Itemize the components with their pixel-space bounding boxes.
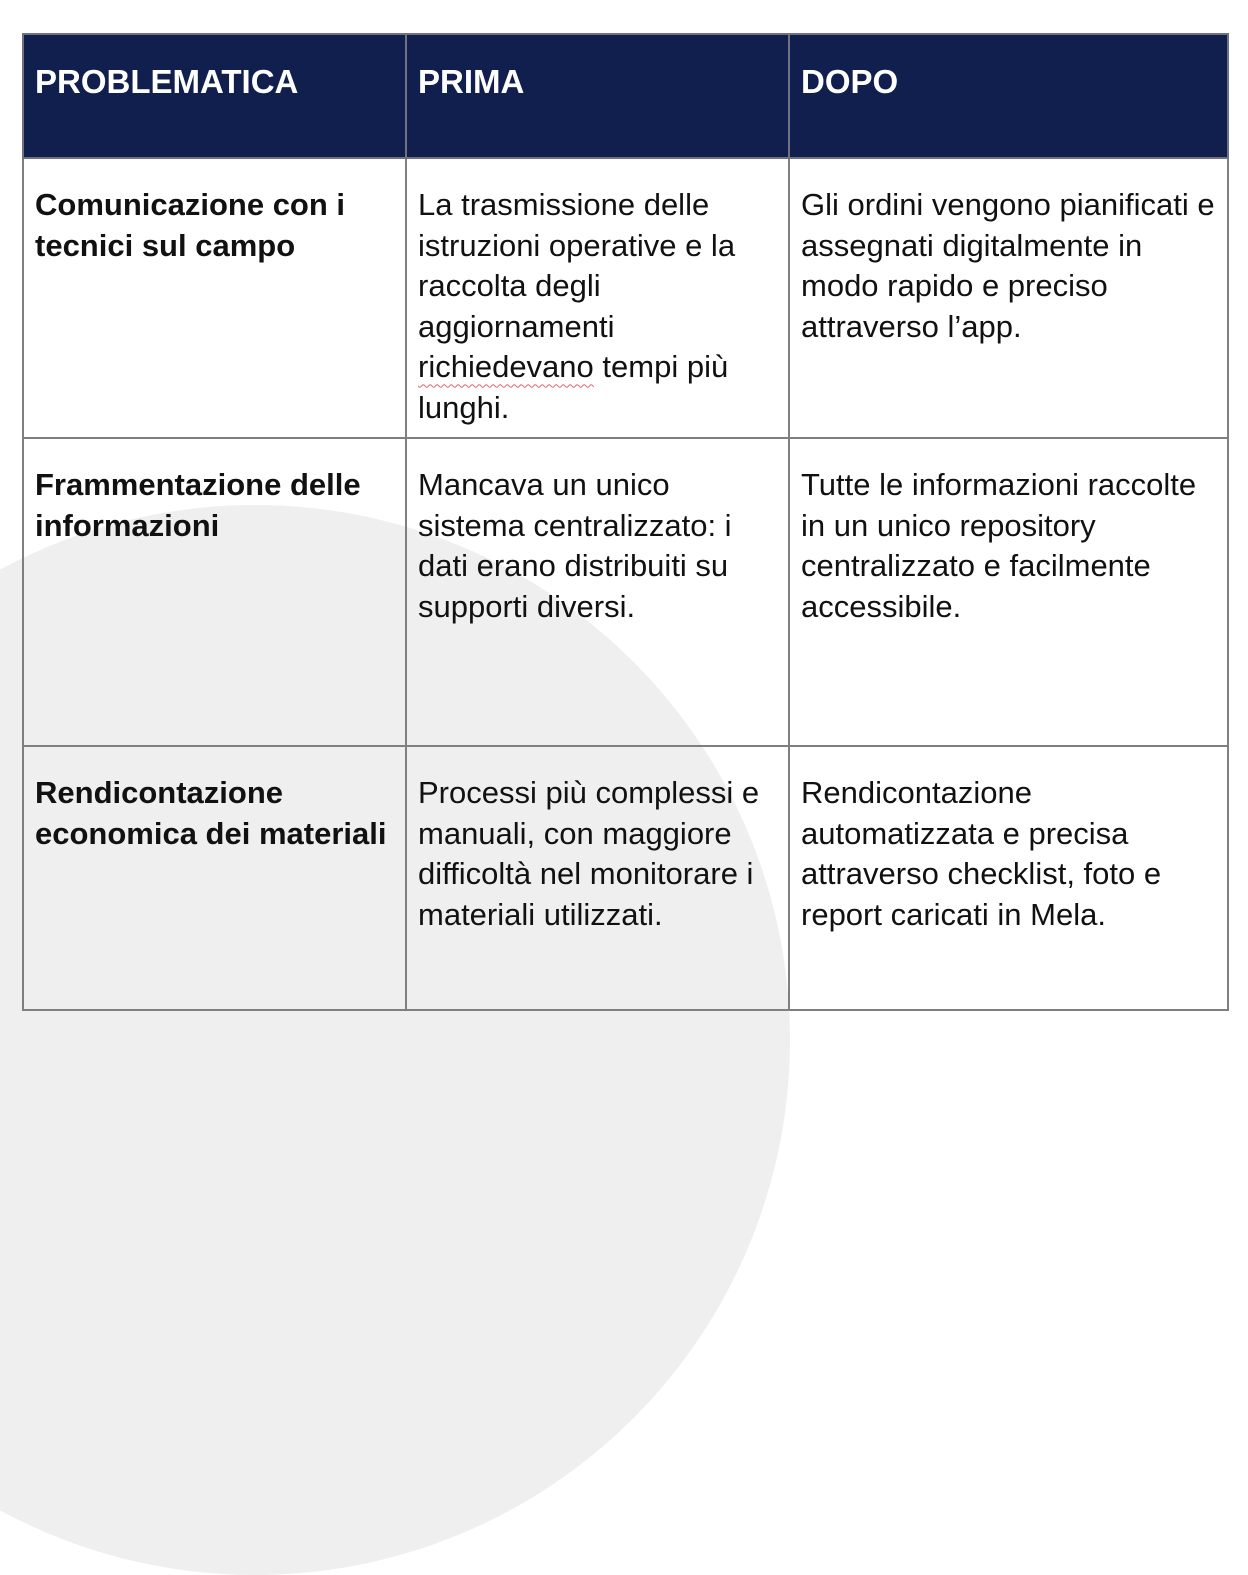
header-problematica: PROBLEMATICA	[23, 34, 406, 158]
before-cell: Processi più complessi e manuali, con maggiore difficoltà nel monitorare i materiali utilizzati.	[406, 746, 789, 1010]
after-cell: Rendicontazione automatizzata e precisa attraverso checklist, foto e report caricati in Mela.	[789, 746, 1228, 1010]
comparison-table	[22, 33, 1229, 1011]
issue-cell: Rendicontazione economica dei materiali	[23, 746, 406, 1010]
before-text: tempi più lunghi.	[418, 349, 729, 425]
table-row	[23, 746, 1228, 1010]
spellcheck-word: richiedevano	[418, 349, 594, 385]
before-cell	[406, 158, 789, 438]
table-row	[23, 438, 1228, 746]
header-prima: PRIMA	[406, 34, 789, 158]
table-header	[23, 34, 1228, 158]
table-row	[23, 158, 1228, 438]
before-text: La trasmissione delle istruzioni operative e la raccolta degli aggiornamenti	[418, 187, 736, 344]
after-cell: Tutte le informazioni raccolte in un unico repository centralizzato e facilmente accessibile.	[789, 438, 1228, 746]
after-cell: Gli ordini vengono pianificati e assegnati digitalmente in modo rapido e preciso attraverso l’app.	[789, 158, 1228, 438]
before-cell: Mancava un unico sistema centralizzato: i dati erano distribuiti su supporti diversi.	[406, 438, 789, 746]
table-body	[23, 158, 1228, 1010]
header-row	[23, 34, 1228, 158]
issue-cell: Comunicazione con i tecnici sul campo	[23, 158, 406, 438]
issue-cell: Frammentazione delle informazioni	[23, 438, 406, 746]
header-dopo: DOPO	[789, 34, 1228, 158]
